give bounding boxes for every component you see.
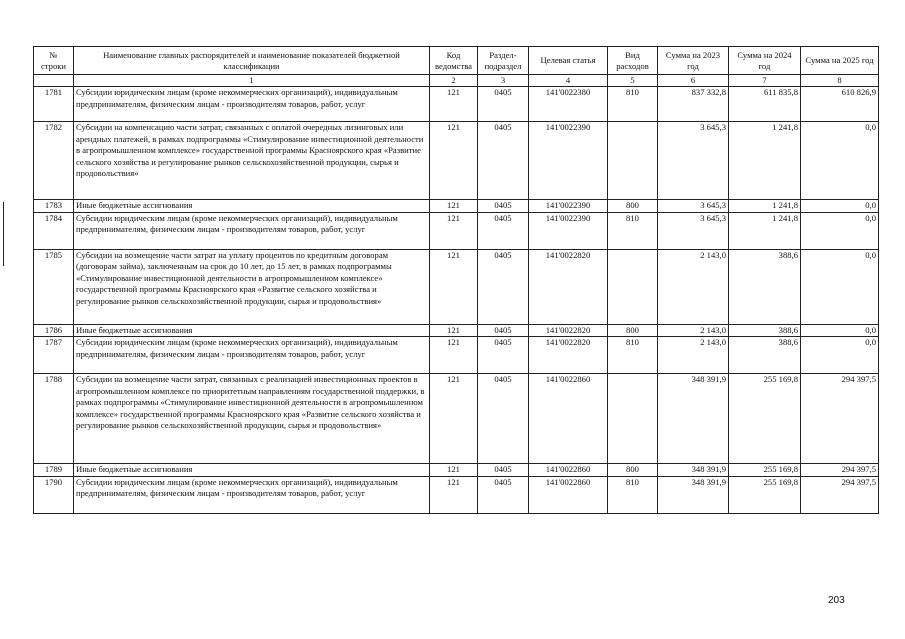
row-expense-type: 810 <box>608 87 658 122</box>
table-row <box>34 212 879 249</box>
row-sum-2023: 3 645,3 <box>658 212 729 249</box>
row-section: 0405 <box>478 212 529 249</box>
row-expense-type: 800 <box>608 200 658 213</box>
column-number: 1 <box>74 75 430 87</box>
row-target-article: 141'0022860 <box>529 464 608 477</box>
row-name: Субсидии юридическим лицам (кроме некоммерческих организаций), индивидуальным предпринимателям, физическим лицам - производителям товаров, работ, услуг <box>74 212 430 249</box>
row-sum-2025: 294 397,5 <box>801 464 879 477</box>
column-number: 7 <box>729 75 801 87</box>
row-sum-2024: 1 241,8 <box>729 122 801 200</box>
column-number-row <box>34 75 879 87</box>
row-section: 0405 <box>478 249 529 324</box>
row-sum-2024: 255 169,8 <box>729 476 801 513</box>
row-number: 1789 <box>34 464 74 477</box>
row-department-code: 121 <box>430 464 478 477</box>
header-section: Раздел-подраздел <box>478 47 529 75</box>
row-sum-2023: 2 143,0 <box>658 324 729 337</box>
row-number: 1787 <box>34 337 74 374</box>
row-department-code: 121 <box>430 374 478 464</box>
header-name: Наименование главных распорядителей и наименование показателей бюджетной классификации <box>74 47 430 75</box>
page-number: 203 <box>828 595 845 606</box>
row-department-code: 121 <box>430 249 478 324</box>
row-sum-2025: 0,0 <box>801 249 879 324</box>
column-number: 8 <box>801 75 879 87</box>
row-department-code: 121 <box>430 122 478 200</box>
row-expense-type <box>608 122 658 200</box>
row-sum-2024: 388,6 <box>729 324 801 337</box>
row-target-article: 141'0022390 <box>529 200 608 213</box>
row-section: 0405 <box>478 122 529 200</box>
row-sum-2023: 3 645,3 <box>658 122 729 200</box>
row-sum-2025: 0,0 <box>801 337 879 374</box>
column-number: 4 <box>529 75 608 87</box>
table-row <box>34 200 879 213</box>
table-row <box>34 87 879 122</box>
row-number: 1784 <box>34 212 74 249</box>
row-name: Иные бюджетные ассигнования <box>74 200 430 213</box>
row-number: 1786 <box>34 324 74 337</box>
row-expense-type: 800 <box>608 464 658 477</box>
row-sum-2025: 294 397,5 <box>801 476 879 513</box>
table-row <box>34 249 879 324</box>
row-sum-2024: 388,6 <box>729 249 801 324</box>
row-sum-2024: 1 241,8 <box>729 212 801 249</box>
row-name: Субсидии юридическим лицам (кроме некоммерческих организаций), индивидуальным предпринимателям, физическим лицам - производителям товаров, работ, услуг <box>74 87 430 122</box>
row-sum-2023: 2 143,0 <box>658 249 729 324</box>
table-row <box>34 337 879 374</box>
row-department-code: 121 <box>430 212 478 249</box>
row-number: 1785 <box>34 249 74 324</box>
row-sum-2025: 0,0 <box>801 212 879 249</box>
row-number: 1782 <box>34 122 74 200</box>
row-section: 0405 <box>478 87 529 122</box>
scan-margin-mark <box>3 202 4 266</box>
row-section: 0405 <box>478 200 529 213</box>
row-name: Иные бюджетные ассигнования <box>74 324 430 337</box>
row-department-code: 121 <box>430 476 478 513</box>
header-sum-2025: Сумма на 2025 год <box>801 47 879 75</box>
header-target-article: Целевая статья <box>529 47 608 75</box>
header-sum-2023: Сумма на 2023 год <box>658 47 729 75</box>
header-expense-type: Вид расходов <box>608 47 658 75</box>
column-number: 6 <box>658 75 729 87</box>
header-sum-2024: Сумма на 2024 год <box>729 47 801 75</box>
row-target-article: 141'0022820 <box>529 249 608 324</box>
table-row <box>34 122 879 200</box>
row-sum-2023: 348 391,9 <box>658 374 729 464</box>
table-row <box>34 464 879 477</box>
column-number <box>34 75 74 87</box>
table-row <box>34 324 879 337</box>
row-expense-type: 800 <box>608 324 658 337</box>
row-sum-2024: 255 169,8 <box>729 374 801 464</box>
row-name: Субсидии на компенсацию части затрат, связанных с оплатой очередных лизинговых или арендных платежей, в рамках подпрограммы «Стимулирование инвестиционной деятельности в агропромышленном комплексе» государственной программы Красноярского края «Развитие сельского хозяйства и регулирование рынков сельскохозяйственной продукции, сырья и продовольствия» <box>74 122 430 200</box>
row-expense-type <box>608 374 658 464</box>
row-target-article: 141'0022380 <box>529 87 608 122</box>
row-sum-2024: 388,6 <box>729 337 801 374</box>
row-target-article: 141'0022860 <box>529 476 608 513</box>
row-expense-type: 810 <box>608 212 658 249</box>
header-department-code: Код ведомства <box>430 47 478 75</box>
row-target-article: 141'0022390 <box>529 212 608 249</box>
row-sum-2024: 255 169,8 <box>729 464 801 477</box>
row-section: 0405 <box>478 324 529 337</box>
table-header-row <box>34 47 879 75</box>
row-sum-2025: 0,0 <box>801 122 879 200</box>
row-number: 1788 <box>34 374 74 464</box>
row-number: 1781 <box>34 87 74 122</box>
row-sum-2025: 0,0 <box>801 324 879 337</box>
row-target-article: 141'0022820 <box>529 324 608 337</box>
row-sum-2023: 837 332,8 <box>658 87 729 122</box>
row-section: 0405 <box>478 337 529 374</box>
row-sum-2025: 294 397,5 <box>801 374 879 464</box>
row-expense-type <box>608 249 658 324</box>
row-sum-2024: 611 835,8 <box>729 87 801 122</box>
row-target-article: 141'0022390 <box>529 122 608 200</box>
row-department-code: 121 <box>430 337 478 374</box>
row-section: 0405 <box>478 374 529 464</box>
row-target-article: 141'0022820 <box>529 337 608 374</box>
row-expense-type: 810 <box>608 476 658 513</box>
row-sum-2023: 348 391,9 <box>658 464 729 477</box>
row-number: 1790 <box>34 476 74 513</box>
row-expense-type: 810 <box>608 337 658 374</box>
row-name: Субсидии на возмещение части затрат на уплату процентов по кредитным договорам (договорам займа), заключенным на срок до 10 лет, до 15 лет, в рамках подпрограммы «Стимулирование инвестиционной деятельности в агропромышленном комплексе» государственной программы Красноярского края «Развитие сельского хозяйства и регулирование рынков сельскохозяйственной продукции, сырья и продовольствия» <box>74 249 430 324</box>
row-section: 0405 <box>478 464 529 477</box>
table-row <box>34 374 879 464</box>
row-sum-2023: 348 391,9 <box>658 476 729 513</box>
row-sum-2023: 3 645,3 <box>658 200 729 213</box>
row-department-code: 121 <box>430 324 478 337</box>
column-number: 5 <box>608 75 658 87</box>
budget-table <box>33 46 879 514</box>
table-row <box>34 476 879 513</box>
column-number: 2 <box>430 75 478 87</box>
header-row-number: № строки <box>34 47 74 75</box>
row-sum-2024: 1 241,8 <box>729 200 801 213</box>
row-name: Иные бюджетные ассигнования <box>74 464 430 477</box>
row-name: Субсидии юридическим лицам (кроме некоммерческих организаций), индивидуальным предпринимателям, физическим лицам - производителям товаров, работ, услуг <box>74 337 430 374</box>
row-department-code: 121 <box>430 200 478 213</box>
row-name: Субсидии на возмещение части затрат, связанных с реализацией инвестиционных проектов в агропромышленном комплексе по приоритетным направлениям государственной поддержки, в рамках подпрограммы «Стимулирование инвестиционной деятельности в агропромышленном комплексе» государственной программы Красноярского края «Развитие сельского хозяйства и регулирование рынков сельскохозяйственной продукции, сырья и продовольствия» <box>74 374 430 464</box>
row-sum-2025: 610 826,9 <box>801 87 879 122</box>
row-section: 0405 <box>478 476 529 513</box>
row-sum-2025: 0,0 <box>801 200 879 213</box>
row-number: 1783 <box>34 200 74 213</box>
row-name: Субсидии юридическим лицам (кроме некоммерческих организаций), индивидуальным предпринимателям, физическим лицам - производителям товаров, работ, услуг <box>74 476 430 513</box>
row-sum-2023: 2 143,0 <box>658 337 729 374</box>
row-target-article: 141'0022860 <box>529 374 608 464</box>
row-department-code: 121 <box>430 87 478 122</box>
column-number: 3 <box>478 75 529 87</box>
